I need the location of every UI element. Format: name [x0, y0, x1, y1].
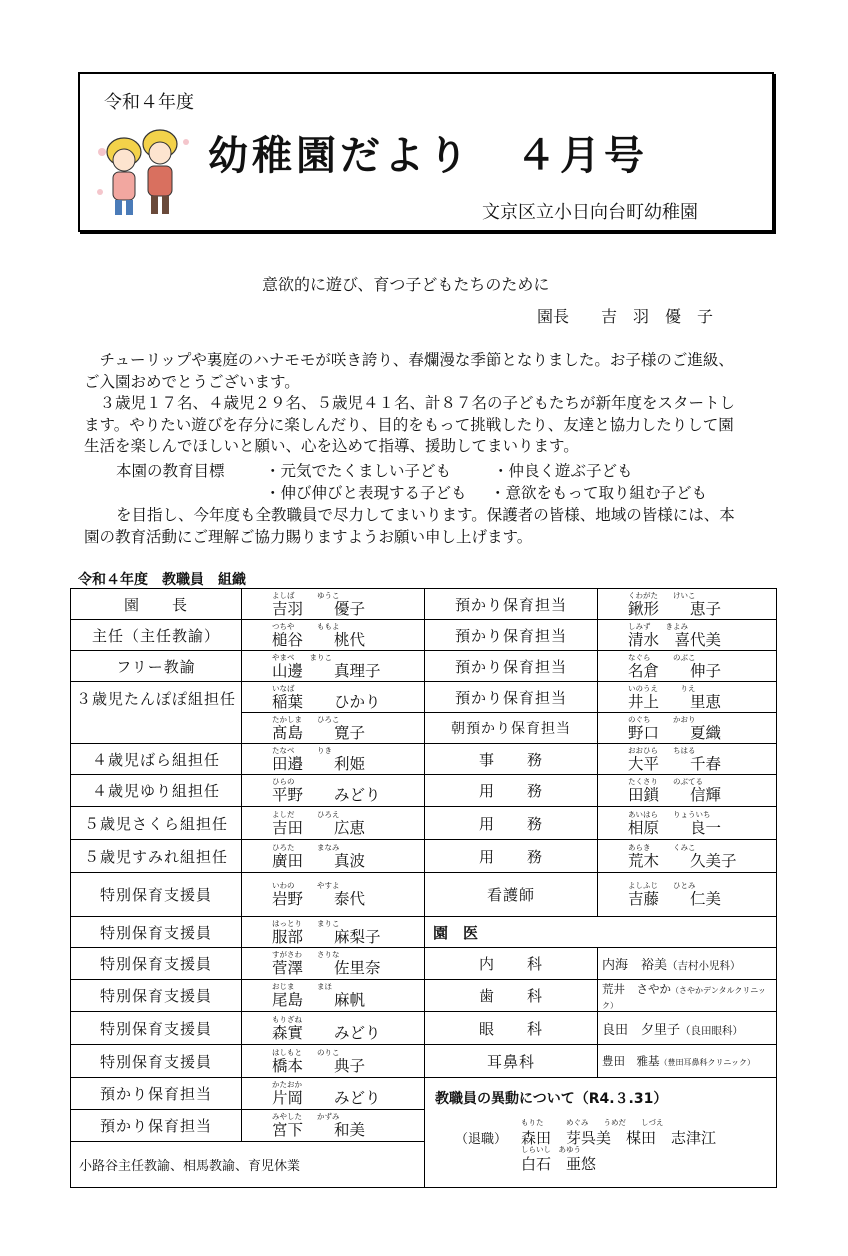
staff-role: 預かり保育担当 — [425, 682, 598, 713]
staff-role: 特別保育支援員 — [71, 917, 242, 948]
staff-name: いわの やすよ 岩野 泰代 — [242, 873, 425, 917]
goal-item: ・意欲をもって取り組む子ども — [490, 484, 708, 502]
paragraph-line: ます。やりたい遊びを存分に楽しんだり、目的をもって挑戦したり、友達と協力したりして園 — [84, 415, 734, 434]
staff-name: つちや ももよ 槌谷 桃代 — [242, 620, 425, 651]
retired-staff-names: 森田 芽呉美 楳田 志津江 — [521, 1129, 717, 1147]
staff-name: くわがた けいこ 鍬形 恵子 — [598, 589, 777, 620]
leave-note: 小路谷主任教諭、相馬教諭、育児休業 — [71, 1142, 425, 1188]
retirement-label: （退職） — [455, 1132, 508, 1147]
newsletter-header — [78, 72, 774, 232]
closing-line: を目指し、今年度も全教職員で尽力してまいります。保護者の皆様、地域の皆様には、本 — [116, 506, 735, 524]
staff-name: いのうえ りえ 井上 里恵 — [598, 682, 777, 713]
doctor-name: 良田 夕里子（良田眼科） — [598, 1012, 777, 1045]
goal-item: ・元気でたくましい子ども — [265, 462, 452, 480]
staff-transfer-section — [425, 1078, 777, 1188]
staff-name: よしふじ ひとみ 吉藤 仁美 — [598, 873, 777, 917]
children-illustration-icon — [94, 122, 194, 222]
staff-name: はっとり まりこ 服部 麻梨子 — [242, 917, 425, 948]
doctor-name: 豊田 雅基（豊田耳鼻科クリニック） — [598, 1045, 777, 1078]
staff-name: おじま まほ 尾島 麻帆 — [242, 980, 425, 1012]
paragraph-line: チューリップや裏庭のハナモモが咲き誇り、春爛漫な季節となりました。お子様のご進級、 — [84, 351, 734, 369]
staff-name: すがさわ さりな 菅澤 佐里奈 — [242, 948, 425, 980]
staff-role: 看護師 — [425, 873, 598, 917]
staff-role: 事 務 — [425, 744, 598, 775]
staff-name: たなべ りき 田邉 利姫 — [242, 744, 425, 775]
staff-table-title: 令和４年度 教職員 組織 — [78, 572, 246, 588]
staff-name: しみず きよみ 清水 喜代美 — [598, 620, 777, 651]
goals-label: 本園の教育目標 — [116, 462, 225, 480]
staff-role: 特別保育支援員 — [71, 1045, 242, 1078]
staff-name: おおひら ちはる 大平 千春 — [598, 744, 777, 775]
staff-table — [70, 588, 777, 1188]
doctor-dept: 内 科 — [425, 948, 598, 980]
doctor-name: 荒井 さやか（さやかデンタルクリニック） — [598, 980, 777, 1012]
staff-name: のぐち かおり 野口 夏織 — [598, 713, 777, 744]
staff-role: ５歳児すみれ組担任 — [71, 840, 242, 873]
staff-role: 特別保育支援員 — [71, 948, 242, 980]
school-doctors-heading: 園 医 — [425, 917, 777, 948]
staff-role: ４歳児ばら組担任 — [71, 744, 242, 775]
staff-role: 特別保育支援員 — [71, 1012, 242, 1045]
doctor-dept: 眼 科 — [425, 1012, 598, 1045]
staff-name: いなば 稲葉 ひかり — [242, 682, 425, 713]
staff-name: なぐら のぶこ 名倉 伸子 — [598, 651, 777, 682]
retired-staff-names: 白石 亜悠 — [521, 1155, 597, 1173]
intro-heading: 意欲的に遊び、育つ子どもたちのために — [262, 275, 550, 294]
staff-role: フリー教諭 — [71, 651, 242, 682]
staff-name: あらき くみこ 荒木 久美子 — [598, 840, 777, 873]
staff-role: 用 務 — [425, 840, 598, 873]
staff-name: みやした かずみ 宮下 和美 — [242, 1110, 425, 1142]
staff-name: よしだ ひろえ 吉田 広恵 — [242, 807, 425, 840]
doctor-name: 内海 裕美（吉村小児科） — [598, 948, 777, 980]
goal-item: ・仲良く遊ぶ子ども — [493, 462, 633, 480]
fiscal-year: 令和４年度 — [104, 92, 194, 113]
staff-name: ひらの 平野 みどり — [242, 775, 425, 807]
staff-role: ５歳児さくら組担任 — [71, 807, 242, 840]
transfer-names: （退職） もりた めぐみ うめだ しづえ 森田 芽呉美 楳田 志津江 しらいし あゆう 白石 亜悠 — [455, 1118, 717, 1173]
staff-role: 特別保育支援員 — [71, 980, 242, 1012]
staff-name: ひろた まなみ 廣田 真波 — [242, 840, 425, 873]
staff-role: 特別保育支援員 — [71, 873, 242, 917]
transfer-heading: 教職員の異動について（R4.３.31） — [435, 1091, 668, 1107]
paragraph-line: ご入園おめでとうございます。 — [84, 372, 300, 391]
paragraph-line: ３歳児１７名、４歳児２９名、５歳児４１名、計８７名の子どもたちが新年度をスタートし — [84, 394, 736, 412]
staff-role: ４歳児ゆり組担任 — [71, 775, 242, 807]
staff-role: 預かり保育担当 — [425, 589, 598, 620]
staff-role: 預かり保育担当 — [425, 620, 598, 651]
staff-name: もりざね 森實 みどり — [242, 1012, 425, 1045]
principal-name: 園長 吉 羽 優 子 — [537, 307, 714, 326]
doctor-dept: 歯 科 — [425, 980, 598, 1012]
greeting-text — [84, 350, 784, 458]
staff-name: かたおか 片岡 みどり — [242, 1078, 425, 1110]
staff-role: 預かり保育担当 — [71, 1110, 242, 1142]
newsletter-title: 幼稚園だより ４月号 — [208, 133, 648, 179]
staff-name: たかしま ひろこ 髙島 寛子 — [242, 713, 425, 744]
staff-name: やまべ まりこ 山邊 真理子 — [242, 651, 425, 682]
staff-role: 用 務 — [425, 807, 598, 840]
staff-role: 用 務 — [425, 775, 598, 807]
school-name: 文京区立小日向台町幼稚園 — [482, 202, 698, 223]
staff-name: たくさり のぶてる 田鎖 信輝 — [598, 775, 777, 807]
staff-role: 預かり保育担当 — [71, 1078, 242, 1110]
staff-name: よしば ゆうこ 吉羽 優子 — [242, 589, 425, 620]
staff-name: あいはら りょういち 相原 良一 — [598, 807, 777, 840]
staff-role: ３歳児たんぽぽ組担任 — [71, 682, 242, 744]
staff-name: はしもと のりこ 橋本 典子 — [242, 1045, 425, 1078]
staff-role: 朝預かり保育担当 — [425, 713, 598, 744]
paragraph-line: 生活を楽しんでほしいと願い、心を込めて指導、援助してまいります。 — [84, 437, 579, 455]
goal-item: ・伸び伸びと表現する子ども — [265, 484, 467, 502]
staff-role: 預かり保育担当 — [425, 651, 598, 682]
staff-role: 園 長 — [71, 589, 242, 620]
staff-role: 主任（主任教諭） — [71, 620, 242, 651]
doctor-dept: 耳鼻科 — [425, 1045, 598, 1078]
closing-line: 園の教育活動にご理解ご協力賜りますようお願い申し上げます。 — [84, 528, 533, 546]
